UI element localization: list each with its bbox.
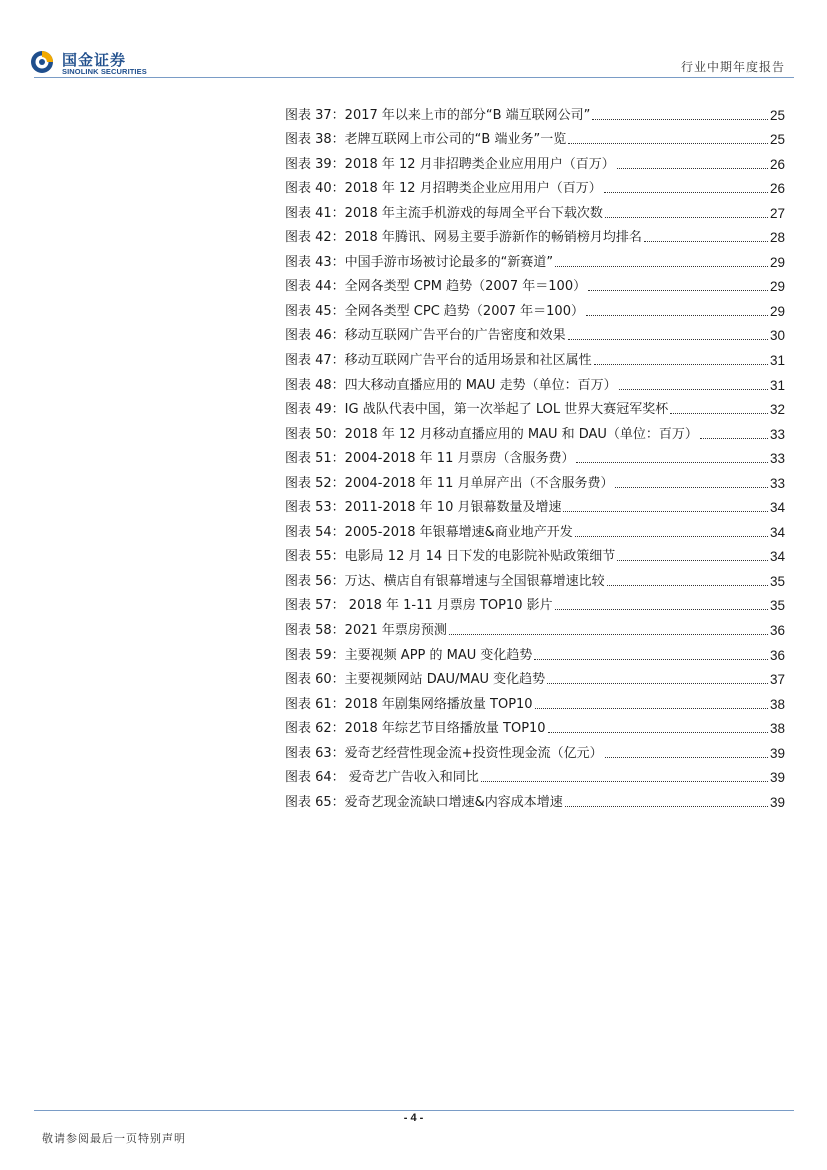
toc-entry[interactable] [285, 394, 785, 419]
toc-entry-page: 26 [769, 156, 785, 172]
toc-entry-title: 图表 61：2018 年剧集网络播放量 TOP10 [285, 696, 533, 712]
toc-entry-page: 35 [769, 573, 785, 589]
toc-entry-title: 图表 42：2018 年腾讯、网易主要手游新作的畅销榜月均排名 [285, 230, 642, 246]
toc-entry[interactable] [285, 762, 785, 787]
toc-entry-title: 图表 57： 2018 年 1-11 月票房 TOP10 影片 [285, 598, 553, 614]
toc-leader-dots [548, 732, 768, 733]
toc-entry[interactable] [285, 99, 785, 124]
toc-entry[interactable] [285, 369, 785, 394]
toc-leader-dots [449, 634, 768, 635]
toc-entry-page: 33 [769, 426, 785, 442]
toc-entry-page: 28 [769, 230, 785, 246]
toc-entry-title: 图表 54：2005-2018 年银幕增速&商业地产开发 [285, 524, 573, 540]
toc-entry[interactable] [285, 124, 785, 149]
toc-entry-page: 32 [769, 402, 785, 418]
toc-entry-title: 图表 39：2018 年 12 月非招聘类企业应用用户（百万） [285, 156, 615, 172]
toc-leader-dots [586, 315, 768, 316]
toc-entry-page: 29 [769, 254, 785, 270]
toc-leader-dots [605, 217, 768, 218]
toc-entry-title: 图表 50：2018 年 12 月移动直播应用的 MAU 和 DAU（单位：百万） [285, 426, 698, 442]
toc-leader-dots [615, 487, 767, 488]
toc-entry-title: 图表 43：中国手游市场被讨论最多的“新赛道” [285, 254, 554, 270]
toc-entry-page: 31 [769, 377, 785, 393]
toc-entry[interactable] [285, 713, 785, 738]
toc-leader-dots [619, 389, 768, 390]
toc-entry-page: 25 [769, 132, 785, 148]
toc-entry-page: 39 [769, 745, 785, 761]
toc-leader-dots [568, 143, 768, 144]
toc-entry-title: 图表 65：爱奇艺现金流缺口增速&内容成本增速 [285, 794, 563, 810]
toc-entry-page: 35 [769, 598, 785, 614]
toc-leader-dots [594, 364, 768, 365]
toc-entry-title: 图表 46：移动互联网广告平台的广告密度和效果 [285, 328, 566, 344]
toc-leader-dots [576, 462, 767, 463]
toc-entry[interactable] [285, 271, 785, 296]
toc-entry[interactable] [285, 492, 785, 517]
toc-leader-dots [670, 413, 768, 414]
toc-leader-dots [588, 290, 768, 291]
toc-entry-title: 图表 60：主要视频网站 DAU/MAU 变化趋势 [285, 672, 546, 688]
toc-entry-page: 33 [769, 475, 785, 491]
toc-leader-dots [617, 560, 768, 561]
toc-entry-title: 图表 45：全网各类型 CPC 趋势（2007 年＝100） [285, 303, 584, 319]
logo-english-name: SINOLINK SECURITIES [62, 67, 147, 76]
toc-entry-title: 图表 52：2004-2018 年 11 月单屏产出（不含服务费） [285, 475, 614, 491]
toc-leader-dots [534, 659, 768, 660]
toc-entry-title: 图表 58：2021 年票房预测 [285, 623, 447, 639]
toc-entry[interactable] [285, 664, 785, 689]
toc-leader-dots [592, 119, 768, 120]
toc-entry[interactable] [285, 614, 785, 639]
toc-entry-title: 图表 64： 爱奇艺广告收入和同比 [285, 770, 479, 786]
toc-entry[interactable] [285, 222, 785, 247]
toc-leader-dots [604, 192, 768, 193]
toc-leader-dots [607, 585, 768, 586]
toc-entry[interactable] [285, 295, 785, 320]
toc-entry[interactable] [285, 173, 785, 198]
toc-leader-dots [481, 781, 768, 782]
toc-entry[interactable] [285, 516, 785, 541]
toc-leader-dots [605, 757, 768, 758]
toc-entry-title: 图表 53：2011-2018 年 10 月银幕数量及增速 [285, 500, 562, 516]
toc-entry[interactable] [285, 467, 785, 492]
toc-entry-page: 27 [769, 205, 785, 221]
toc-entry[interactable] [285, 786, 785, 811]
toc-entry-title: 图表 63：爱奇艺经营性现金流+投资性现金流（亿元） [285, 745, 603, 761]
toc-leader-dots [547, 683, 768, 684]
toc-entry-page: 36 [769, 647, 785, 663]
toc-entry[interactable] [285, 197, 785, 222]
toc-entry-page: 38 [769, 721, 785, 737]
toc-entry-title: 图表 59：主要视频 APP 的 MAU 变化趋势 [285, 647, 533, 663]
toc-entry[interactable] [285, 148, 785, 173]
toc-entry[interactable] [285, 320, 785, 345]
toc-entry-page: 30 [769, 328, 785, 344]
toc-entry[interactable] [285, 443, 785, 468]
toc-entry-page: 34 [769, 549, 785, 565]
footer-disclaimer: 敬请参阅最后一页特别声明 [42, 1132, 186, 1145]
toc-leader-dots [617, 168, 768, 169]
toc-entry-page: 29 [769, 303, 785, 319]
toc-entry-page: 26 [769, 181, 785, 197]
toc-entry-page: 33 [769, 451, 785, 467]
toc-entry-title: 图表 49：IG 战队代表中国，第一次举起了 LOL 世界大赛冠军奖杯 [285, 402, 669, 418]
toc-entry-page: 34 [769, 500, 785, 516]
toc-entry-title: 图表 40：2018 年 12 月招聘类企业应用用户（百万） [285, 181, 602, 197]
toc-entry[interactable] [285, 590, 785, 615]
toc-entry-title: 图表 37：2017 年以来上市的部分“B 端互联网公司” [285, 107, 591, 123]
toc-leader-dots [535, 708, 768, 709]
toc-entry[interactable] [285, 639, 785, 664]
toc-leader-dots [565, 806, 768, 807]
page-header [0, 0, 827, 80]
toc-leader-dots [644, 241, 768, 242]
sinolink-logo-icon [30, 50, 54, 74]
toc-entry[interactable] [285, 737, 785, 762]
toc-entry-page: 38 [769, 696, 785, 712]
toc-entry-title: 图表 48：四大移动直播应用的 MAU 走势（单位：百万） [285, 377, 617, 393]
toc-entry-page: 39 [769, 794, 785, 810]
toc-entry-page: 37 [769, 672, 785, 688]
toc-leader-dots [555, 266, 768, 267]
toc-entry-title: 图表 51：2004-2018 年 11 月票房（含服务费） [285, 451, 575, 467]
toc-entry-title: 图表 38：老牌互联网上市公司的“B 端业务”一览 [285, 132, 567, 148]
toc-entry-page: 25 [769, 107, 785, 123]
toc-entry-page: 36 [769, 623, 785, 639]
toc-entry-page: 34 [769, 524, 785, 540]
page-number: - 4 - [403, 1112, 424, 1124]
toc-entry-title: 图表 56：万达、横店自有银幕增速与全国银幕增速比较 [285, 573, 605, 589]
toc-entry[interactable] [285, 541, 785, 566]
toc-leader-dots [700, 438, 768, 439]
toc-leader-dots [568, 339, 768, 340]
toc-entry[interactable] [285, 418, 785, 443]
toc-entry-page: 31 [769, 353, 785, 369]
toc-entry-page: 29 [769, 279, 785, 295]
toc-leader-dots [563, 511, 767, 512]
toc-entry[interactable] [285, 565, 785, 590]
footer-divider [34, 1110, 794, 1111]
toc-leader-dots [575, 536, 768, 537]
toc-entry-title: 图表 55：电影局 12 月 14 日下发的电影院补贴政策细节 [285, 549, 616, 565]
toc-entry-title: 图表 44：全网各类型 CPM 趋势（2007 年＝100） [285, 279, 587, 295]
table-of-figures [285, 99, 785, 811]
report-type-title: 行业中期年度报告 [680, 60, 785, 74]
toc-entry[interactable] [285, 344, 785, 369]
toc-leader-dots [555, 609, 768, 610]
company-logo [30, 48, 154, 78]
toc-entry-title: 图表 62：2018 年综艺节目络播放量 TOP10 [285, 721, 546, 737]
toc-entry-page: 39 [769, 770, 785, 786]
toc-entry-title: 图表 41：2018 年主流手机游戏的每周全平台下载次数 [285, 205, 603, 221]
toc-entry[interactable] [285, 688, 785, 713]
toc-entry[interactable] [285, 246, 785, 271]
header-divider [34, 77, 794, 78]
logo-chinese-name: 国金证券 [62, 51, 127, 69]
toc-entry-title: 图表 47：移动互联网广告平台的适用场景和社区属性 [285, 353, 592, 369]
